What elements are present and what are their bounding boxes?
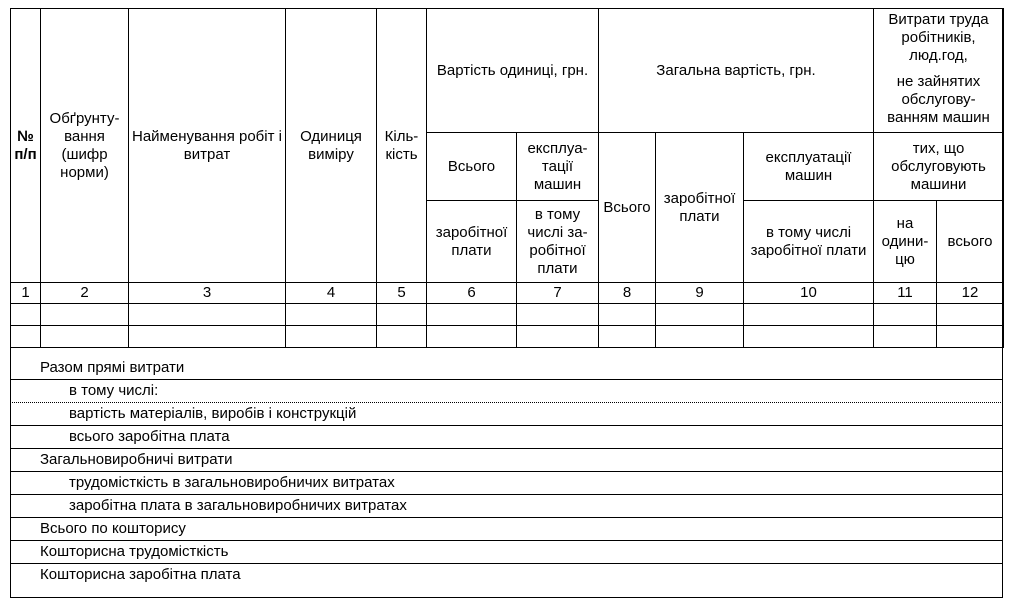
table-row [11, 304, 1004, 326]
summary-section [10, 357, 1003, 586]
header-unit-all: Всього [427, 133, 517, 201]
summary-estimate-labor: Кошторисна трудомісткість [10, 541, 1003, 564]
column-number: 3 [129, 283, 286, 304]
column-number: 6 [427, 283, 517, 304]
header-unit: Одиниця виміру [286, 9, 377, 283]
header-quantity: Кіль-кість [377, 9, 427, 283]
column-number: 11 [874, 283, 937, 304]
header-total-machines-wage: в тому числі заробітної плати [744, 201, 874, 283]
summary-estimate-total: Всього по кошторису [10, 518, 1003, 541]
header-total-wage: заробітної плати [656, 133, 744, 283]
header-unit-cost: Вартість одиниці, грн. [427, 9, 599, 133]
header-total-all: Всього [599, 133, 656, 283]
header-labor-title: Витрати труда робітників, люд.год, [888, 11, 989, 64]
header-name: Найменування робіт і витрат [129, 9, 286, 283]
summary-total-wage: всього заробітна плата [10, 426, 1003, 449]
header-unit-machines-wage: в тому числі за-робітної плати [517, 201, 599, 283]
header-labor-per-unit: на одини-цю [874, 201, 937, 283]
column-number: 4 [286, 283, 377, 304]
summary-estimate-wage: Кошторисна заробітна плата [40, 566, 241, 583]
summary-overhead-labor: трудомісткість в загальновиробничих витратах [10, 472, 1003, 495]
estimate-form [10, 8, 1003, 348]
header-labor [874, 9, 1004, 133]
header-labor-serving: тих, що обслуговують машини [874, 133, 1004, 201]
column-number: 7 [517, 283, 599, 304]
column-number: 1 [11, 283, 41, 304]
column-number: 9 [656, 283, 744, 304]
summary-overhead-wage: заробітна плата в загальновиробничих витратах [10, 495, 1003, 518]
table-row [11, 326, 1004, 348]
header-labor-not-machines: не зайнятих обслугову-ванням машин [887, 73, 990, 126]
summary-overhead: Загальновиробничі витрати [10, 449, 1003, 472]
column-number: 2 [41, 283, 129, 304]
column-number: 5 [377, 283, 427, 304]
header-number: № п/п [11, 9, 41, 283]
summary-including: в тому числі: [10, 380, 1003, 403]
summary-materials: вартість матеріалів, виробів і конструкцій [10, 403, 1003, 426]
summary-direct-costs: Разом прямі витрати [10, 357, 1003, 380]
header-justification: Обґрунту-вання (шифр норми) [41, 9, 129, 283]
column-number: 12 [937, 283, 1004, 304]
column-number: 8 [599, 283, 656, 304]
header-total-machines: експлуатації машин [744, 133, 874, 201]
header-unit-wage: заробітної плати [427, 201, 517, 283]
header-total-cost: Загальна вартість, грн. [599, 9, 874, 133]
column-number: 10 [744, 283, 874, 304]
header-unit-machines: експлуа-тації машин [517, 133, 599, 201]
header-labor-total: всього [937, 201, 1004, 283]
estimate-table [10, 8, 1004, 348]
